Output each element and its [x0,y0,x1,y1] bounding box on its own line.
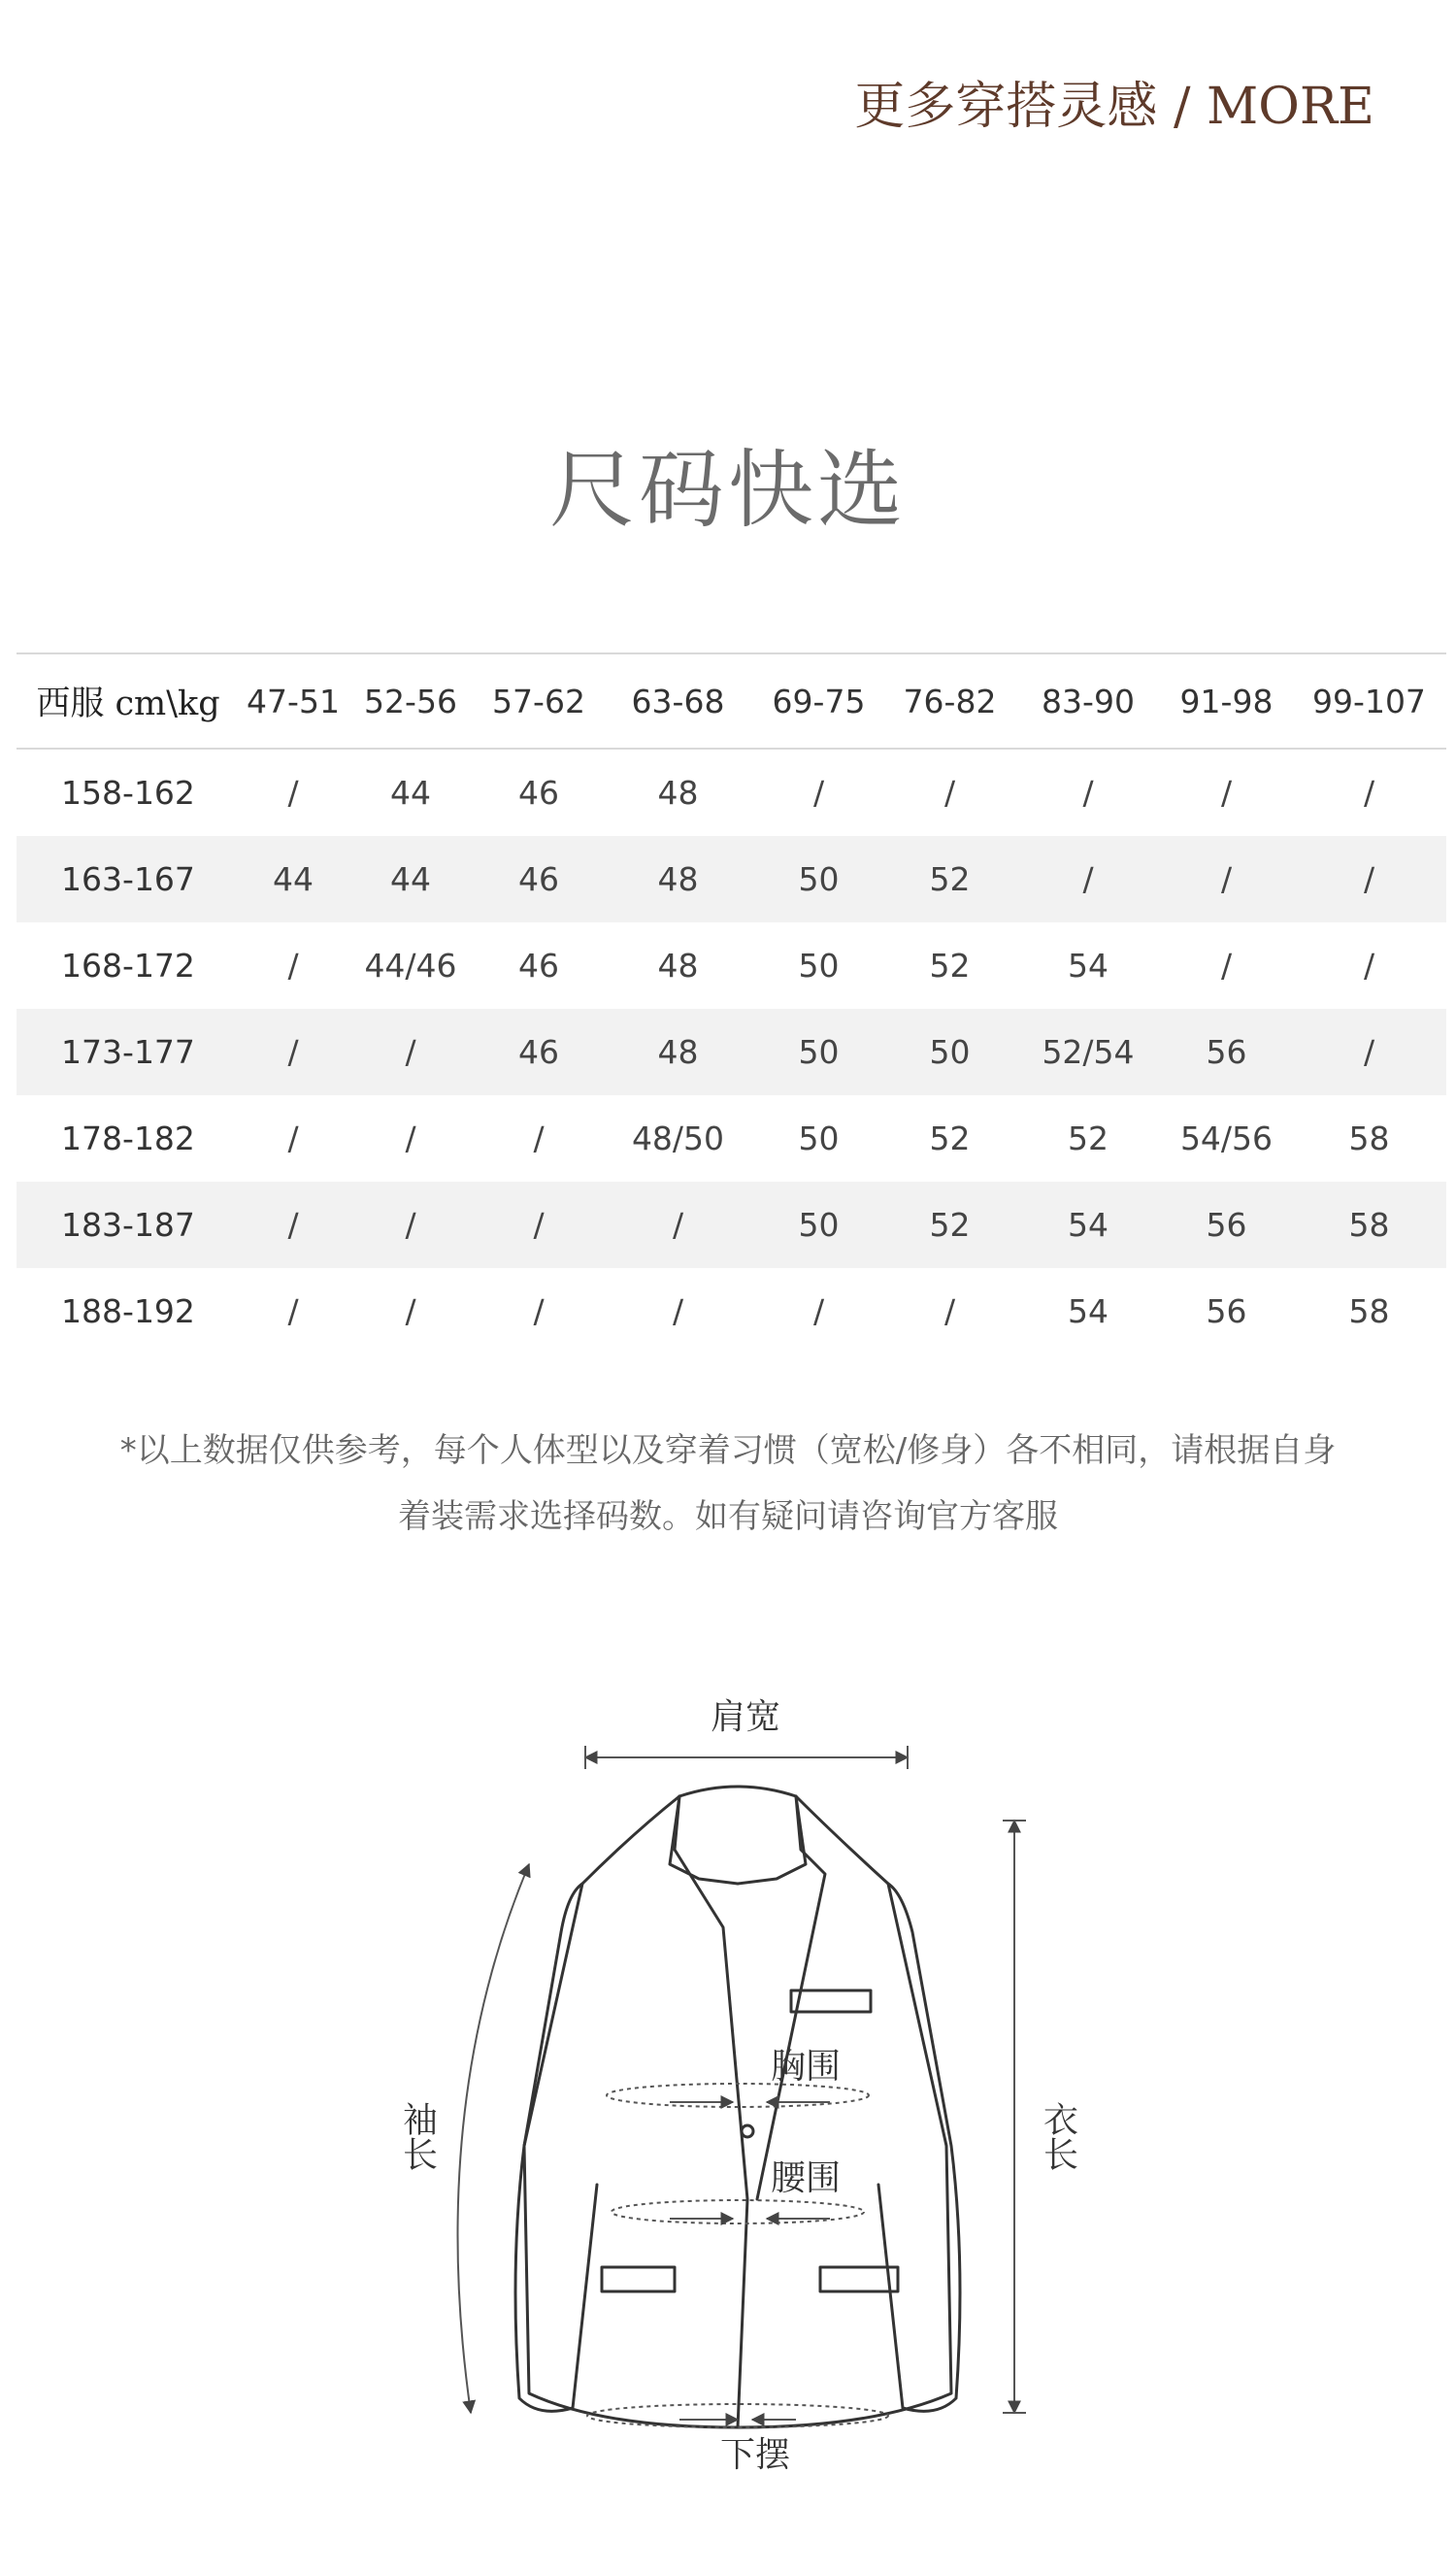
size-table-container [17,652,1446,1354]
size-cell: 50 [753,1182,884,1268]
size-cell: 50 [753,1009,884,1095]
size-cell: / [405,1292,416,1330]
more-outfits-link[interactable]: 更多穿搭灵感 / MORE [854,78,1374,136]
table-row [17,749,1446,836]
table-row [17,922,1446,1009]
size-cell: 54 [1068,947,1109,985]
note-line-2: 着装需求选择码数。如有疑问请咨询官方客服 [398,1497,1058,1536]
size-cell: 50 [753,836,884,922]
weight-range-header: 47-51 [240,653,347,749]
size-cell: / [1220,774,1233,812]
height-range-cell: 158-162 [61,774,195,812]
size-cell: 58 [1292,1182,1446,1268]
table-row [17,1009,1446,1095]
weight-range-header: 99-107 [1292,653,1446,749]
size-cell: / [533,1292,545,1330]
height-range-cell: 163-167 [17,836,240,922]
size-cell: / [1082,774,1094,812]
size-cell: 58 [1348,1292,1390,1330]
size-cell: / [240,1009,347,1095]
size-cell: / [943,1292,956,1330]
size-cell: / [240,1182,347,1268]
size-cell: 44 [390,774,431,812]
size-cell: 46 [475,836,603,922]
weight-range-header: 63-68 [603,653,753,749]
size-cell: 56 [1206,1292,1247,1330]
size-cell: 50 [884,1009,1015,1095]
size-cell: 56 [1161,1182,1292,1268]
size-cell: 52 [884,1182,1015,1268]
size-cell: / [812,1292,825,1330]
size-cell: / [475,1182,603,1268]
size-cell: / [287,1292,299,1330]
size-cell: 48 [603,836,753,922]
size-cell: 48/50 [631,1120,725,1157]
size-cell: 44/46 [364,947,457,985]
weight-range-header: 57-62 [475,653,603,749]
label-sleeve-length: 袖长 [397,2101,438,2171]
size-cell: / [1015,836,1161,922]
size-cell: 48 [603,1009,753,1095]
weight-range-header: 69-75 [753,653,884,749]
size-cell: / [287,774,299,812]
size-cell: 54 [1068,1292,1109,1330]
note-line-1: *以上数据仅供参考，每个人体型以及穿着习惯（宽松/修身）各不相同，请根据自身 [119,1431,1337,1470]
size-cell: / [287,947,299,985]
size-cell: 52 [929,1120,971,1157]
size-cell: 48 [657,774,699,812]
label-chest: 胸围 [770,2047,842,2087]
size-cell: / [533,1120,545,1157]
size-cell: / [1292,1009,1446,1095]
size-cell: 52 [929,947,971,985]
size-cell: / [405,1120,416,1157]
size-cell: 54 [1015,1182,1161,1268]
size-cell: 46 [475,1009,603,1095]
table-body [17,749,1446,1354]
size-cell: 50 [798,1120,840,1157]
height-range-cell: 188-192 [61,1292,195,1330]
table-row [17,1095,1446,1182]
size-cell: 58 [1348,1120,1390,1157]
height-range-cell: 168-172 [61,947,195,985]
table-corner-label: 西服 cm\kg [17,653,240,749]
size-cell: / [672,1292,684,1330]
height-range-cell: 183-187 [17,1182,240,1268]
table-row [17,836,1446,922]
label-jacket-length: 衣长 [1038,2101,1078,2171]
height-range-cell: 173-177 [17,1009,240,1095]
label-shoulder-width: 肩宽 [710,1697,781,1737]
size-cell: 46 [518,774,559,812]
size-cell: 48 [657,947,699,985]
size-cell: / [287,1120,299,1157]
table-row [17,1268,1446,1354]
size-cell: / [1363,774,1375,812]
jacket-measurement-diagram [0,1680,1456,2486]
size-cell: / [943,774,956,812]
label-waist: 腰围 [770,2158,842,2198]
size-cell: 44 [240,836,347,922]
size-cell: / [603,1182,753,1268]
size-cell: / [812,774,825,812]
size-cell: 52 [1068,1120,1109,1157]
table-row [17,1182,1446,1268]
height-range-cell: 178-182 [61,1120,195,1157]
size-cell: / [1220,947,1233,985]
size-cell: 52/54 [1015,1009,1161,1095]
size-cell: / [1292,836,1446,922]
weight-range-header: 91-98 [1161,653,1292,749]
weight-range-header: 52-56 [347,653,475,749]
size-cell: 54/56 [1179,1120,1274,1157]
table-header-row [17,653,1446,749]
size-note [58,1418,1398,1550]
jacket-diagram-svg [0,1680,1456,2486]
size-cell: 46 [518,947,559,985]
size-cell: / [1363,947,1375,985]
size-cell: 52 [884,836,1015,922]
size-cell: 44 [347,836,475,922]
size-cell: 50 [798,947,840,985]
size-cell: / [347,1009,475,1095]
size-table [17,652,1446,1354]
size-cell: / [347,1182,475,1268]
page-title: 尺码快选 [548,440,907,540]
size-cell: / [1161,836,1292,922]
label-hem: 下摆 [719,2435,791,2475]
size-cell: 56 [1161,1009,1292,1095]
weight-range-header: 83-90 [1015,653,1161,749]
weight-range-header: 76-82 [884,653,1015,749]
